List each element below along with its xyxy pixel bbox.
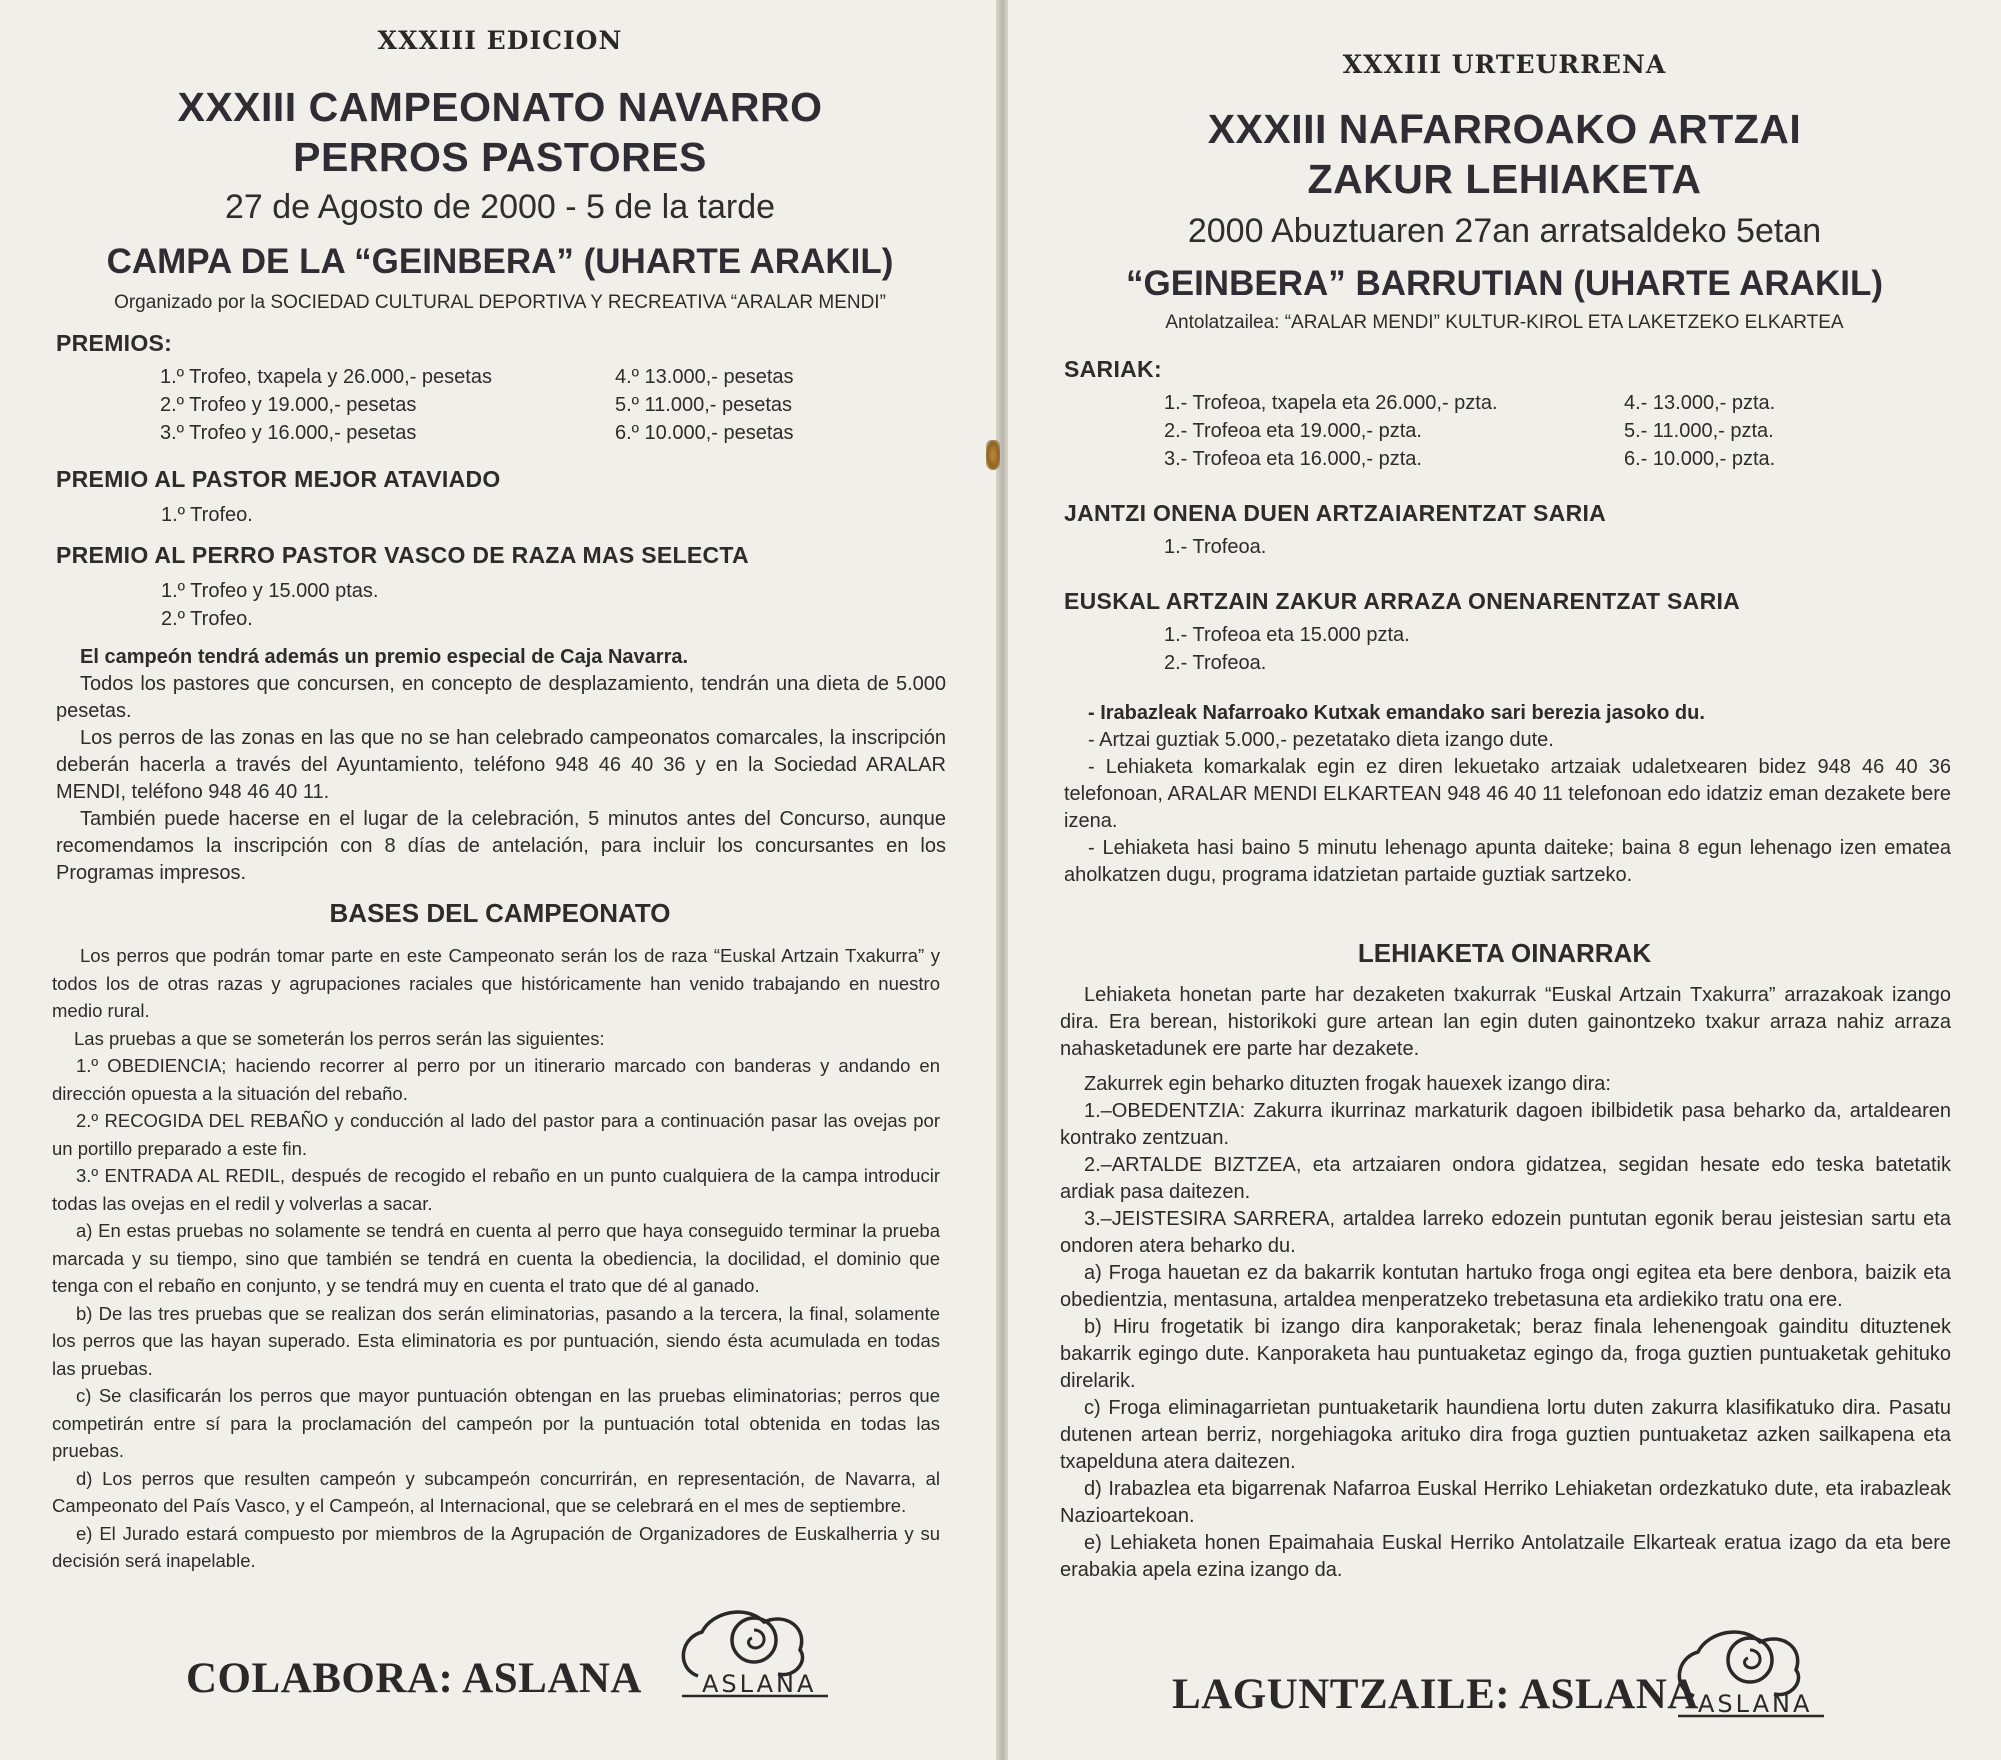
bases-paragraph-8: c) Froga eliminagarrietan puntuaketarik haundiena lortu duten zakurra klasifikatuko dira. Pasatu dutenen artean berriz, norgehiagoka arituko dira froga guztien puntuaketaz azken sailkapena eta txapelduna atera daitezen. — [1060, 1397, 1951, 1473]
bases-paragraph-1: Lehiaketa honetan parte har dezaketen txakurrak “Euskal Artzain Txakurra” arrazakoak izango dira. Era berean, historikoki gure artean lan egin duten gainontzeko txakur arraza nahiz arraza nahasketadunek ere parte har dezakete. — [1060, 984, 1951, 1060]
event-datetime: 2000 Abuztuaren 27an arratsaldeko 5etan — [1187, 212, 1822, 250]
bases-paragraph-2: Zakurrek egin beharko dituzten frogak hauexek izango dira: — [1084, 1073, 1611, 1095]
logo-wordmark: ASLANA — [1698, 1690, 1813, 1718]
main-title — [1008, 104, 2001, 204]
title-line-2: PERROS PASTORES — [293, 134, 707, 180]
best-dressed-section — [1064, 500, 1951, 561]
event-venue: CAMPA DE LA “GEINBERA” (UHARTE ARAKIL) — [106, 242, 894, 281]
bases-paragraph-2: Las pruebas a que se someterán los perros serán las siguientes: — [74, 1027, 605, 1049]
info-block — [1064, 700, 1951, 889]
best-breed-section — [1064, 588, 1951, 677]
bases-paragraph-6: a) En estas pruebas no solamente se tendrá en cuenta al perro que haya conseguido terminar la prueba marcada y su tiempo, sino que también se tendrá en cuenta la obediencia, la docilidad, el dominio que tenga con el rebaño en conjunto, y se tendrá muy en cuenta el trato que dé al ganado. — [52, 1220, 940, 1296]
bases-paragraph-4: 2.–ARTALDE BIZTZEA, eta artzaiaren ondora gidatzea, segidan hesate edo teska batetatik ardiak pasa daitezen. — [1060, 1154, 1951, 1203]
prizes-title: PREMIOS: — [56, 330, 173, 356]
bases-paragraph-7: b) De las tres pruebas que se realizan dos serán eliminatorias, pasando a la tercera, la final, solamente los perros que las hayan superado. Esta eliminatoria es por puntuación, siendo ésta acumulada en todas las pruebas. — [52, 1302, 940, 1379]
title-line-1: XXXIII CAMPEONATO NAVARRO — [177, 84, 823, 130]
prize-3: 3.º Trofeo y 16.000,- pesetas — [160, 422, 417, 444]
title-line-2: ZAKUR LEHIAKETA — [1307, 156, 1702, 202]
bases-paragraph-5: 3.º ENTRADA AL REDIL, después de recogido el rebaño en un punto cualquiera de la campa introducir todas las ovejas en el redil y volverlas a sacar. — [52, 1165, 940, 1214]
sheep-logo-icon — [1664, 1618, 1836, 1724]
bases-paragraph-10: e) El Jurado estará compuesto por miembros de la Agrupación de Organizadores de Euskalherria y su decisión será inapelable. — [52, 1522, 940, 1571]
prize-6: 6.º 10.000,- pesetas — [615, 422, 794, 444]
bases-paragraph-10: e) Lehiaketa honen Epaimahaia Euskal Herriko Antolatzaile Elkarteak eratua izago da eta bere erabakia apela ezina izango da. — [1060, 1532, 1951, 1581]
bases-paragraph-3: 1.–OBEDENTZIA: Zakurra ikurrinaz markaturik dagoen ibilbidetik pasa beharko da, artaldearen kontrako zentzuan. — [1060, 1100, 1951, 1149]
best-breed-section — [56, 542, 946, 633]
bases-paragraph-6: a) Froga hauetan ez da bakarrik kontutan hartuko froga ongi egitea eta bere denbora, baizik eta obedientzia, mentasuna, artaldea menperatzeko trebetasuna eta ardiekiko tratu ona ere. — [1060, 1262, 1951, 1311]
best-dressed-title: PREMIO AL PASTOR MEJOR ATAVIADO — [56, 466, 501, 492]
bases-title: BASES DEL CAMPEONATO — [329, 898, 671, 928]
best-breed-prize-2: 2.- Trofeoa. — [1164, 652, 1267, 674]
bases-paragraph-7: b) Hiru frogetatik bi izango dira kanporaketak; beraz finala lehenengoak gainditu dituztenek bakarrik egingo dute. Kanporaketa hau puntuaketaz egingo da, froga guztien puntuaketak gehituko direlarik. — [1060, 1316, 1951, 1392]
prizes-list — [1064, 389, 1951, 473]
info-paragraph-3: - Lehiaketa hasi baino 5 minutu lehenago apunta daiteke; baina 8 egun lehenago izen ematea aholkatzen dugu, programa idatzietan partaide guztiak sartzeko. — [1064, 837, 1951, 886]
bases-paragraph-4: 2.º RECOGIDA DEL REBAÑO y conducción al lado del pastor para a continuación pasar las ovejas por un portillo preparado a este fin. — [52, 1110, 940, 1159]
prize-6: 6.- 10.000,- pzta. — [1624, 448, 1776, 470]
prizes-list — [56, 363, 946, 447]
bases-block — [1060, 982, 1951, 1584]
info-paragraph-2: - Lehiaketa komarkalak egin ez diren lekuetako artzaiak udaletxearen bidez 948 46 40 36 telefonoan, ARALAR MENDI ELKARTEAN 948 46 40 11 telefonoan edo idatziz eman dezakete bere izena. — [1064, 756, 1951, 832]
info-paragraph-1: Todos los pastores que concursen, en concepto de desplazamiento, tendrán una dieta de 5.000 pesetas. — [56, 673, 946, 722]
right-page-basque — [1008, 0, 2001, 1760]
prizes-section — [1064, 356, 1951, 473]
sponsor-line: LAGUNTZAILE: ASLANA — [1172, 1671, 1699, 1718]
best-breed-title: EUSKAL ARTZAIN ZAKUR ARRAZA ONENARENTZAT SARIA — [1064, 588, 1741, 614]
bases-paragraph-9: d) Los perros que resulten campeón y subcampeón concurrirán, en representación, de Navarra, al Campeonato del País Vasco, y el Campeón, al Internacional, que se celebrará en el mes de septiembre. — [52, 1467, 940, 1516]
best-breed-prize-1: 1.- Trofeoa eta 15.000 pzta. — [1164, 624, 1410, 646]
prizes-title: SARIAK: — [1064, 356, 1162, 382]
event-venue: “GEINBERA” BARRUTIAN (UHARTE ARAKIL) — [1126, 264, 1883, 303]
best-breed-title: PREMIO AL PERRO PASTOR VASCO DE RAZA MAS SELECTA — [56, 542, 749, 568]
organizer-line: Organizado por la SOCIEDAD CULTURAL DEPORTIVA Y RECREATIVA “ARALAR MENDI” — [114, 292, 886, 313]
main-title — [0, 82, 1000, 182]
sheep-logo-icon — [668, 1598, 840, 1704]
info-paragraph-1: - Artzai guztiak 5.000,- pezetatako dieta izango dute. — [1088, 729, 1554, 751]
bases-block — [52, 942, 940, 1575]
bases-paragraph-8: c) Se clasificarán los perros que mayor puntuación obtengan en las pruebas eliminatorias; perros que competirán entre sí para la proclamación del campeón por la puntuación total obtenida en todas las pruebas. — [52, 1385, 940, 1461]
bases-paragraph-3: 1.º OBEDIENCIA; haciendo recorrer al perro por un itinerario marcado con banderas y andando en dirección opuesta a la situación del rebaño. — [52, 1055, 940, 1104]
best-breed-prize-2: 2.º Trofeo. — [161, 608, 253, 630]
best-dressed-prize: 1.- Trofeoa. — [1164, 536, 1267, 558]
prize-1: 1.º Trofeo, txapela y 26.000,- pesetas — [160, 366, 492, 388]
logo-wordmark: ASLANA — [702, 1670, 817, 1698]
bases-paragraph-5: 3.–JEISTESIRA SARRERA, artaldea larreko edozein puntutan egonik berau jeistesian sartu eta ondoren atera beharko du. — [1060, 1208, 1951, 1257]
prizes-section — [56, 330, 946, 447]
prize-3: 3.- Trofeoa eta 16.000,- pzta. — [1164, 448, 1422, 470]
info-paragraph-2: Los perros de las zonas en las que no se han celebrado campeonatos comarcales, la inscripción deberán hacerla a través del Ayuntamiento, teléfono 948 46 40 36 y en la Sociedad ARALAR MENDI, teléfono 948 46 40 11. — [56, 727, 946, 803]
bases-title: LEHIAKETA OINARRAK — [1357, 938, 1652, 968]
aslana-logo — [1664, 1618, 1836, 1729]
prize-1: 1.- Trofeoa, txapela eta 26.000,- pzta. — [1164, 392, 1498, 414]
info-paragraph-3: También puede hacerse en el lugar de la celebración, 5 minutos antes del Concurso, aunque recomendamos la inscripción con 8 días de antelación, para incluir los concursantes en los Programas impresos. — [56, 808, 946, 884]
best-breed-prize-1: 1.º Trofeo y 15.000 ptas. — [161, 580, 379, 602]
best-dressed-section — [56, 466, 946, 529]
prize-5: 5.- 11.000,- pzta. — [1624, 420, 1774, 442]
special-prize-note: El campeón tendrá además un premio especial de Caja Navarra. — [80, 646, 689, 668]
aslana-logo — [668, 1598, 840, 1709]
edition-heading: XXXIII EDICION — [377, 26, 623, 55]
organizer-line: Antolatzailea: “ARALAR MENDI” KULTUR-KIROL ETA LAKETZEKO ELKARTEA — [1165, 312, 1844, 333]
title-line-1: XXXIII NAFARROAKO ARTZAI — [1207, 106, 1802, 152]
left-page-spanish — [0, 0, 1000, 1760]
best-dressed-prize: 1.º Trofeo. — [161, 504, 253, 526]
edition-heading: XXXIII URTEURRENA — [1342, 50, 1667, 79]
bases-paragraph-9: d) Irabazlea eta bigarrenak Nafarroa Euskal Herriko Lehiaketan ordezkatuko dute, eta irabazleak Nazioartekoan. — [1060, 1478, 1951, 1527]
bases-paragraph-1: Los perros que podrán tomar parte en este Campeonato serán los de raza “Euskal Artzain Txakurra” y todos los de otras razas y agrupaciones raciales que históricamente han venido trabajando en nuestro medio rural. — [52, 945, 940, 1021]
prize-2: 2.- Trofeoa eta 19.000,- pzta. — [1164, 420, 1422, 442]
special-prize-note: - Irabazleak Nafarroako Kutxak emandako sari berezia jasoko du. — [1088, 702, 1705, 724]
prize-4: 4.º 13.000,- pesetas — [615, 366, 794, 388]
prize-4: 4.- 13.000,- pzta. — [1624, 392, 1776, 414]
best-dressed-title: JANTZI ONENA DUEN ARTZAIARENTZAT SARIA — [1064, 500, 1607, 526]
binding-staple — [986, 440, 1000, 470]
prize-5: 5.º 11.000,- pesetas — [615, 394, 793, 416]
sponsor-line: COLABORA: ASLANA — [186, 1655, 642, 1702]
prize-2: 2.º Trofeo y 19.000,- pesetas — [160, 394, 417, 416]
event-datetime: 27 de Agosto de 2000 - 5 de la tarde — [224, 188, 776, 226]
info-block — [56, 644, 946, 887]
